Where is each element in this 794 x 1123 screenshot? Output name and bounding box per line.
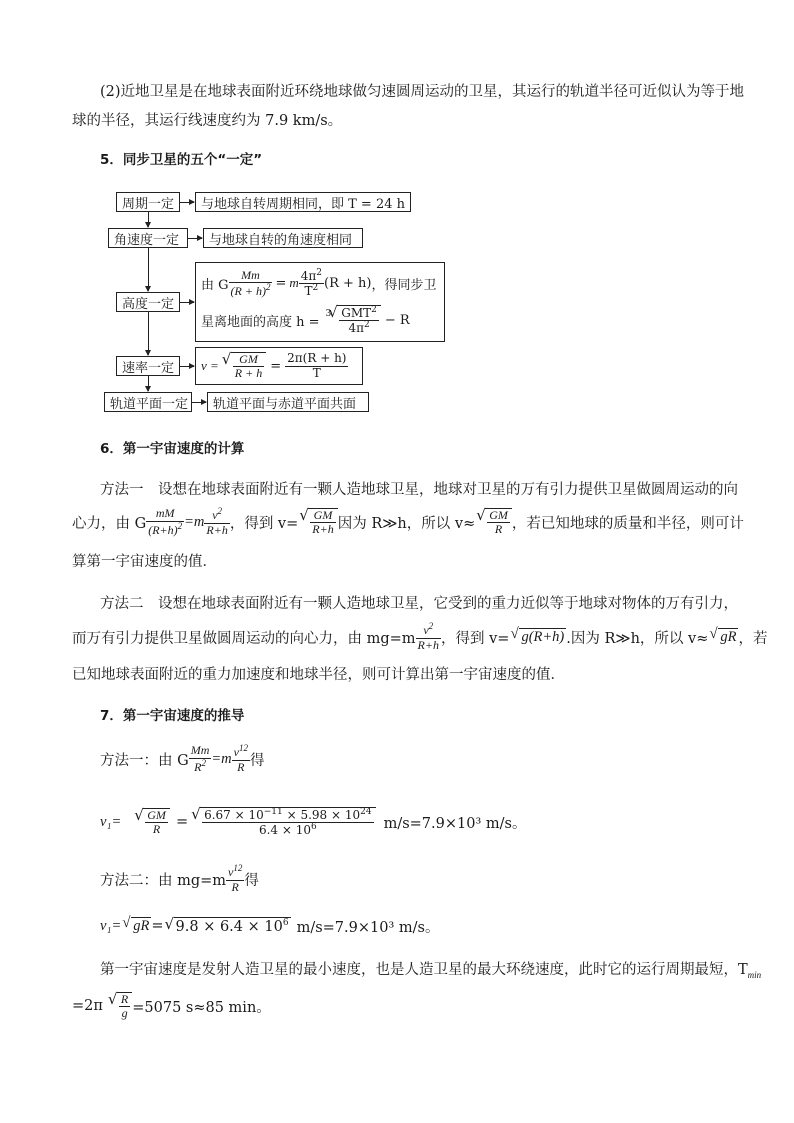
arrow-v-4 — [148, 376, 149, 391]
s7-v1b-calc: v₁= √ gR = √ $9.8 \times 6.4 \times 10^6$ m/s=7.9×10³ m/s。 — [100, 914, 439, 938]
height-line2-suffix: − R — [384, 312, 410, 328]
height-formula-line1: 由 G $\frac{Mm}{(R + h)^2}$ = m $\frac{4\pi^2}{T^2}$ (R + h) ，得同步卫 — [201, 267, 437, 298]
section7-title: 7．第一宇宙速度的推导 — [100, 708, 245, 724]
height-line1-prefix: 由 G — [201, 277, 229, 293]
near-satellite-line1: (2)近地卫星是在地球表面附近环绕地球做匀速圆周运动的卫星，其运行的轨道半径可近似认为等于地 — [100, 84, 745, 100]
speed-fraction: $\frac{2\pi(R + h)}{T}$ — [287, 351, 347, 380]
s6-method1-line1: 方法一 设想在地球表面附近有一颗人造地球卫星，地球对卫星的万有引力提供卫星做圆周运动的向 — [100, 482, 738, 498]
height-line1-suffix: ，得同步卫 — [371, 277, 437, 293]
arrow-v-3 — [148, 312, 149, 355]
s6-method2-line2: 而万有引力提供卫星做圆周运动的向心力，由 mg=m $\frac{v^2}{R+h}$ ，得到 v= √ g(R+h) .因为 R≫h，所以 v≈ √ gR ，若 — [72, 618, 767, 656]
height-line2-prefix: 星离地面的高度 h = — [201, 314, 320, 330]
arrow-h-speed — [180, 366, 194, 367]
section6-title: 6．第一宇宙速度的计算 — [100, 441, 245, 457]
speed-sqrt: √ $\frac{GM}{R + h}$ — [231, 352, 266, 380]
arrow-v-2 — [148, 248, 149, 291]
cube-root: √ $\frac{GMT^2}{4\pi^2}$ — [337, 305, 381, 335]
s7-v1-calc: v₁= √ $\frac{GM}{R}$ = √ $\frac{6.67 \times 10^{-11} \times 5.98 \times 10^{24}}{6.4 \times 10^6}$ m/s=7.9×10³ m/s。 — [100, 800, 526, 844]
height-formula-line2: 星离地面的高度 h = 3 √ $\frac{GMT^2}{4\pi^2}$ − R — [201, 305, 410, 335]
label-period: 周期一定 — [116, 192, 180, 212]
label-angular-velocity: 角速度一定 — [108, 228, 188, 248]
s7-summary-line1: 第一宇宙速度是发射人造卫星的最小速度，也是人造卫星的最大环绕速度，此时它的运行周期最短，$T_{min}$ — [100, 962, 762, 980]
desc-period: 与地球自转周期相同，即 T = 24 h — [195, 192, 411, 212]
gravity-fraction: $\frac{Mm}{(R + h)^2}$ — [230, 267, 271, 298]
s6-method2-line1: 方法二 设想在地球表面附近有一颗人造地球卫星，它受到的重力近似等于地球对物体的万有引力， — [100, 596, 738, 612]
label-orbit-plane: 轨道平面一定 — [104, 392, 192, 412]
desc-speed: v = √ $\frac{GM}{R + h}$ = $\frac{2\pi(R + h)}{T}$ — [195, 347, 363, 385]
s7-method2: 方法二：由 mg=m $\frac{v^{12}}{R}$ 得 — [100, 863, 259, 894]
arrow-h-orbit — [192, 402, 206, 403]
section5-title: 5．同步卫星的五个“一定” — [100, 152, 263, 168]
speed-prefix: v = — [201, 358, 219, 373]
label-height: 高度一定 — [116, 292, 180, 312]
label-speed: 速率一定 — [116, 356, 180, 376]
arrow-h-angular — [188, 238, 202, 239]
desc-orbit: 轨道平面与赤道平面共面 — [207, 392, 369, 412]
desc-angular: 与地球自转的角速度相同 — [203, 228, 363, 248]
s6-method1-line3: 算第一宇宙速度的值． — [72, 554, 217, 570]
s7-summary-line2: =2π √ $\frac{R}{g}$ =5075 s≈85 min。 — [72, 984, 271, 1028]
near-satellite-line2: 球的半径，其运行线速度约为 7.9 km/s。 — [72, 113, 343, 129]
arrow-v-1 — [148, 212, 149, 227]
arrow-h-height — [180, 302, 194, 303]
s7-method1: 方法一：由 G $\frac{Mm}{R^2}$ =m $\frac{v^{12}}{R}$ 得 — [100, 743, 265, 774]
s6-method2-line3: 已知地球表面附近的重力加速度和地球半径，则可计算出第一宇宙速度的值． — [72, 667, 565, 683]
s6-method1-line2: 心力，由 G $\frac{mM}{(R+h)^2}$ =m $\frac{v^2}{R+h}$ ，得到 v= √ $\frac{GM}{R+h}$ 因为 R≫h，所以 v≈ √ $\frac{GM}{R}$ ，若已知地球的质量和半径，则可计 — [72, 502, 744, 542]
centripetal-fraction: $\frac{4\pi^2}{T^2}$ — [300, 267, 323, 298]
desc-height — [195, 262, 445, 342]
arrow-h-period — [180, 202, 194, 203]
